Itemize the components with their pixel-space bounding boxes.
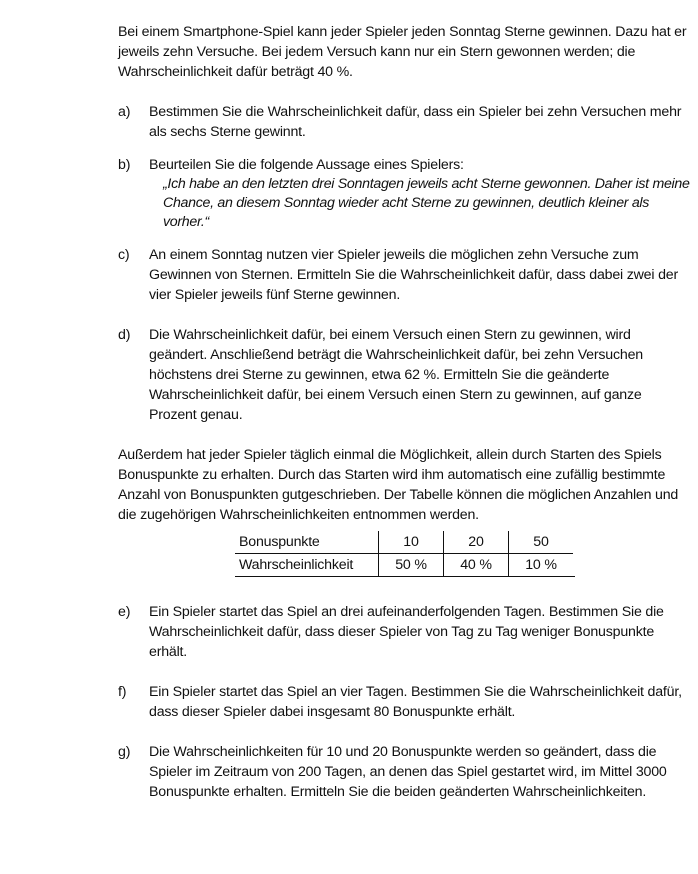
task-e [118,602,694,662]
table-cell: 50 % [379,554,444,577]
task-label: a) [118,104,131,120]
document-page [118,22,692,802]
task-g [118,742,689,802]
task-d [118,325,692,425]
task-text: Ein Spieler startet das Spiel an vier Tagen. Bestimmen Sie die Wahrscheinlichkeit dafür, dass dieser Spieler dabei insgesamt 80 Bonuspunkte erhält. [149,684,682,720]
bonus-table [235,531,573,576]
table-row [235,554,573,577]
table-cell: 10 % [509,554,574,577]
table-cell: 50 [509,531,574,554]
intro-paragraph: Bei einem Smartphone-Spiel kann jeder Spieler jeden Sonntag Sterne gewinnen. Dazu hat er jeweils zehn Versuche. Bei jedem Versuch kann nur ein Stern gewonnen werden; die Wahrscheinlichkeit dafür beträgt 40 %. [118,24,687,80]
task-text: Beurteilen Sie die folgende Aussage eines Spielers: [149,157,464,173]
task-label: d) [118,327,131,343]
task-text: Bestimmen Sie die Wahrscheinlichkeit dafür, dass ein Spieler bei zehn Versuchen mehr als sechs Sterne gewinnt. [149,104,682,140]
task-label: g) [118,744,131,760]
table-bottom-rule [235,576,575,577]
task-f [118,682,694,722]
task-label: e) [118,604,131,620]
task-label: c) [118,247,130,263]
table-cell: 40 % [444,554,509,577]
task-text: Die Wahrscheinlichkeiten für 10 und 20 Bonuspunkte werden so geändert, dass die Spieler im Zeitraum von 200 Tagen, an denen das Spiel gestartet wird, im Mittel 3000 Bonuspunkte erhalten. Ermitteln Sie die beiden geänderten Wahrscheinlichkeiten. [149,744,667,800]
task-text: Die Wahrscheinlichkeit dafür, bei einem Versuch einen Stern zu gewinnen, wird geändert. Anschließend beträgt die Wahrscheinlichkeit dafür, bei zehn Versuchen höchstens drei Sterne zu gewinnen, etwa 62 %. Ermitteln Sie die geänderte Wahrscheinlichkeit dafür, bei einem Versuch einen Stern zu gewinnen, auf ganze Prozent genau. [149,327,643,423]
task-label: f) [118,684,127,700]
task-label: b) [118,157,131,173]
table-row-header: Bonuspunkte [235,531,379,554]
task-c [118,245,684,305]
task-text: Ein Spieler startet das Spiel an drei aufeinanderfolgenden Tagen. Bestimmen Sie die Wahrscheinlichkeit dafür, dass dieser Spieler von Tag zu Tag weniger Bonuspunkte erhält. [149,604,664,660]
bonus-intro-paragraph: Außerdem hat jeder Spieler täglich einmal die Möglichkeit, allein durch Starten des Spiels Bonuspunkte zu erhalten. Durch das Starten wird ihm automatisch eine zufällig bestimmte Anzahl von Bonuspunkten gutgeschrieben. Der Tabelle können die möglichen Anzahlen und die zugehörigen Wahrscheinlichkeiten entnommen werden. [118,447,679,523]
task-b [118,155,692,232]
task-text: An einem Sonntag nutzen vier Spieler jeweils die möglichen zehn Versuche zum Gewinnen von Sternen. Ermitteln Sie die Wahrscheinlichkeit dafür, dass dabei zwei der vier Spieler jeweils fünf Sterne gewinnen. [149,247,678,303]
task-a [118,102,692,142]
table-cell: 10 [379,531,444,554]
quote-text: „Ich habe an den letzten drei Sonntagen jeweils acht Sterne gewonnen. Daher ist meine Chance, an diesem Sonntag wieder acht Sterne zu gewinnen, deutlich kleiner als vorher.“ [163,176,690,230]
table-cell: 20 [444,531,509,554]
table-row-header: Wahrscheinlichkeit [239,557,354,573]
table-row [235,531,573,554]
